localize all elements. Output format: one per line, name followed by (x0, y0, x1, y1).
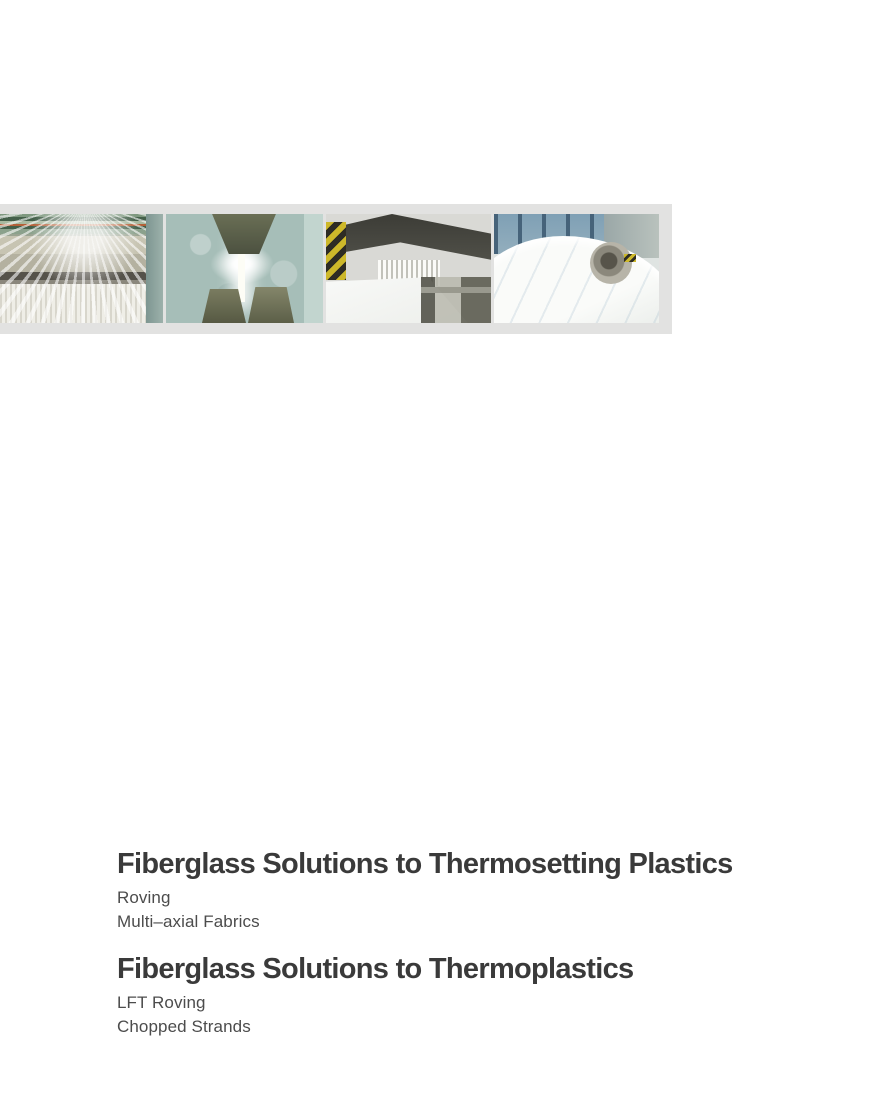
photo-strip-band (0, 204, 672, 334)
photo-row (0, 214, 659, 323)
photo-edge-band (146, 214, 163, 323)
glass-fiber-fan (0, 214, 163, 323)
fiber-roving-machine-photo (0, 214, 163, 323)
section-thermosetting (117, 849, 837, 933)
section-items-thermosetting (117, 886, 837, 933)
section-title-thermoplastics: Fiberglass Solutions to Thermoplastics (117, 953, 634, 985)
section-thermoplastics (117, 954, 837, 1038)
list-item: LFT Roving (117, 993, 206, 1012)
section-items-thermoplastics (117, 991, 837, 1038)
list-item: Multi–axial Fabrics (117, 911, 260, 931)
hazard-stripes (326, 222, 346, 280)
fiberglass-fabric-roll-photo (494, 214, 659, 323)
list-item: Chopped Strands (117, 1016, 251, 1036)
chopped-strand-line-photo (326, 214, 491, 323)
tensile-test-machine-photo (166, 214, 323, 323)
shaft-hazard-tape (624, 254, 636, 262)
list-item: Roving (117, 888, 171, 907)
machine-frame (421, 277, 491, 323)
section-title-thermosetting: Fiberglass Solutions to Thermosetting Plastics (117, 848, 733, 880)
lower-clamp-right (248, 287, 294, 323)
product-sections (117, 849, 837, 1038)
